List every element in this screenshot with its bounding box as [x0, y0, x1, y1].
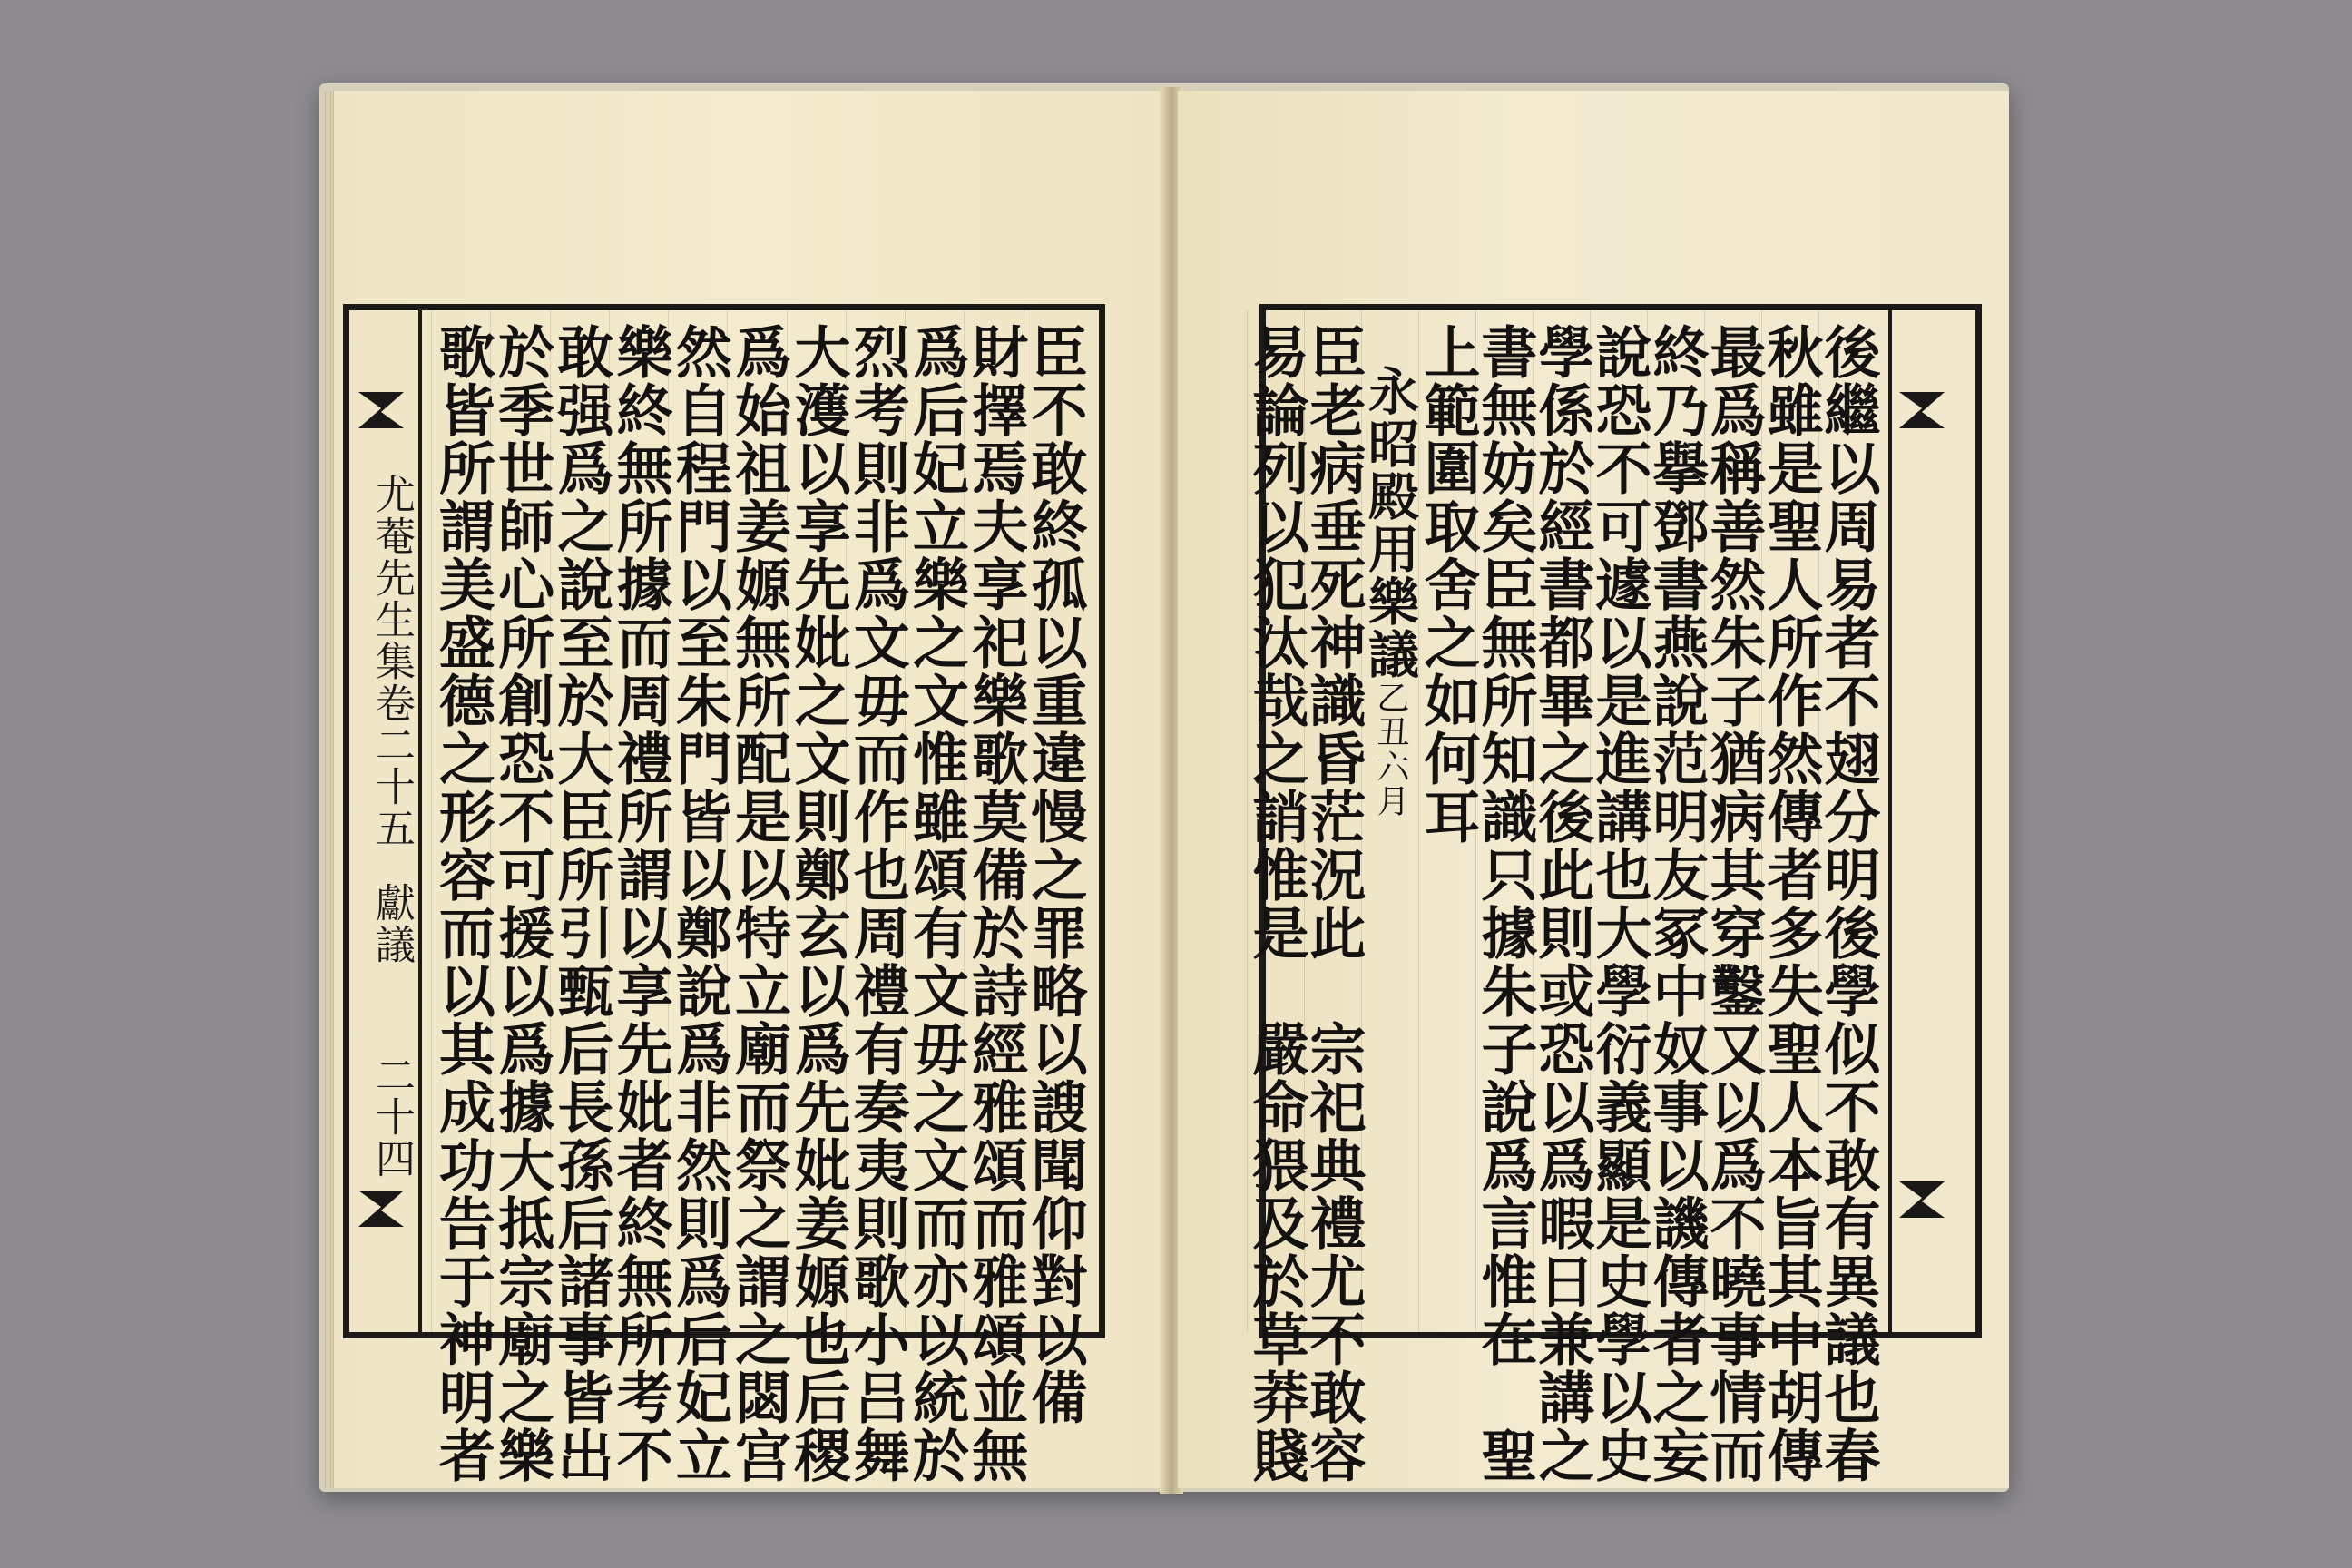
text-column: 爲始祖姜嫄無所配是以特立廟而祭之謂之閟宫 [727, 310, 786, 1332]
fish-tail-ornament-bottom-icon [1899, 1181, 1945, 1218]
text-column: 上範圍取舍之如何耳 [1418, 310, 1475, 1332]
text-column: 大濩以享先妣之文則鄭玄以爲先妣姜嫄也后稷 [787, 310, 846, 1332]
text-column: 然自程門以至朱門皆以鄭說爲非然則爲后妃立 [668, 310, 727, 1332]
right-text-columns [1243, 310, 1881, 1485]
right-text-frame [1243, 304, 1982, 1485]
text-column: 於季世師心所創恐不可援以爲據大抵宗廟之樂 [490, 310, 549, 1332]
text-column: 臣老病垂死神識昏茫況此 宗祀典禮尤不敢容 [1304, 310, 1361, 1332]
section-title: 獻議 [368, 882, 415, 965]
left-page-gutter [349, 310, 422, 1332]
left-text-frame [343, 304, 1105, 1485]
text-column: 後繼以周易者不翅分明後學似不敢有異議也春 [1818, 310, 1876, 1332]
text-column: 歌皆所謂美盛德之形容而以其成功告于神明者 [431, 310, 490, 1332]
collection-title: 尤菴先生集卷二十五 [368, 474, 415, 849]
essay-heading-column [1361, 310, 1418, 1332]
fish-tail-ornament-top-icon [1899, 392, 1945, 428]
right-page-gutter [1888, 310, 1975, 1332]
text-column: 敢强爲之說至於大臣所引甄后長孫后諸事皆出 [550, 310, 609, 1332]
text-column: 樂終無所據而周禮所謂以享先妣者終無所考不 [609, 310, 668, 1332]
text-column: 說恐不可遽以是進講也大學衍義顯是史學以史 [1590, 310, 1647, 1332]
text-column: 書無妨矣臣無所知識只據朱子說爲言惟在 聖 [1475, 310, 1533, 1332]
fish-tail-ornament-bottom-icon [358, 1191, 404, 1227]
text-column: 爲后妃立樂之文惟雖頌有文毋之文而亦以統於 [905, 310, 964, 1332]
essay-title: 永昭殿用樂議 [1360, 365, 1420, 681]
text-column: 學係於經書都畢之後此則或恐以爲暇日兼講之 [1533, 310, 1590, 1332]
page-number: 二十四 [368, 1054, 415, 1180]
fish-tail-ornament-top-icon [358, 392, 404, 428]
text-column: 烈考則非爲文毋而作也周禮有奏夷則歌小吕舞 [846, 310, 905, 1332]
text-column: 終乃擧鄧書燕說范明友冢中奴事以譏傳者之妄 [1647, 310, 1704, 1332]
text-column: 最爲稱善然朱子猶病其穿鑿又以爲不曉事情而 [1704, 310, 1761, 1332]
essay-date: 乙丑六月 [1372, 681, 1409, 818]
left-text-columns [429, 310, 1088, 1485]
text-column: 易論列以犯汰哉之誚惟是 嚴命猥及於草莽賤 [1247, 310, 1304, 1332]
text-column: 財擇焉夫享祀樂歌莫備於詩經雅頌而雅頌並無 [964, 310, 1023, 1332]
text-column: 臣不敢終孤以重違慢之罪略以謏聞仰對以備 [1024, 310, 1083, 1332]
text-column: 秋雖是聖人所作然傳者多失聖人本旨其中胡傳 [1761, 310, 1818, 1332]
